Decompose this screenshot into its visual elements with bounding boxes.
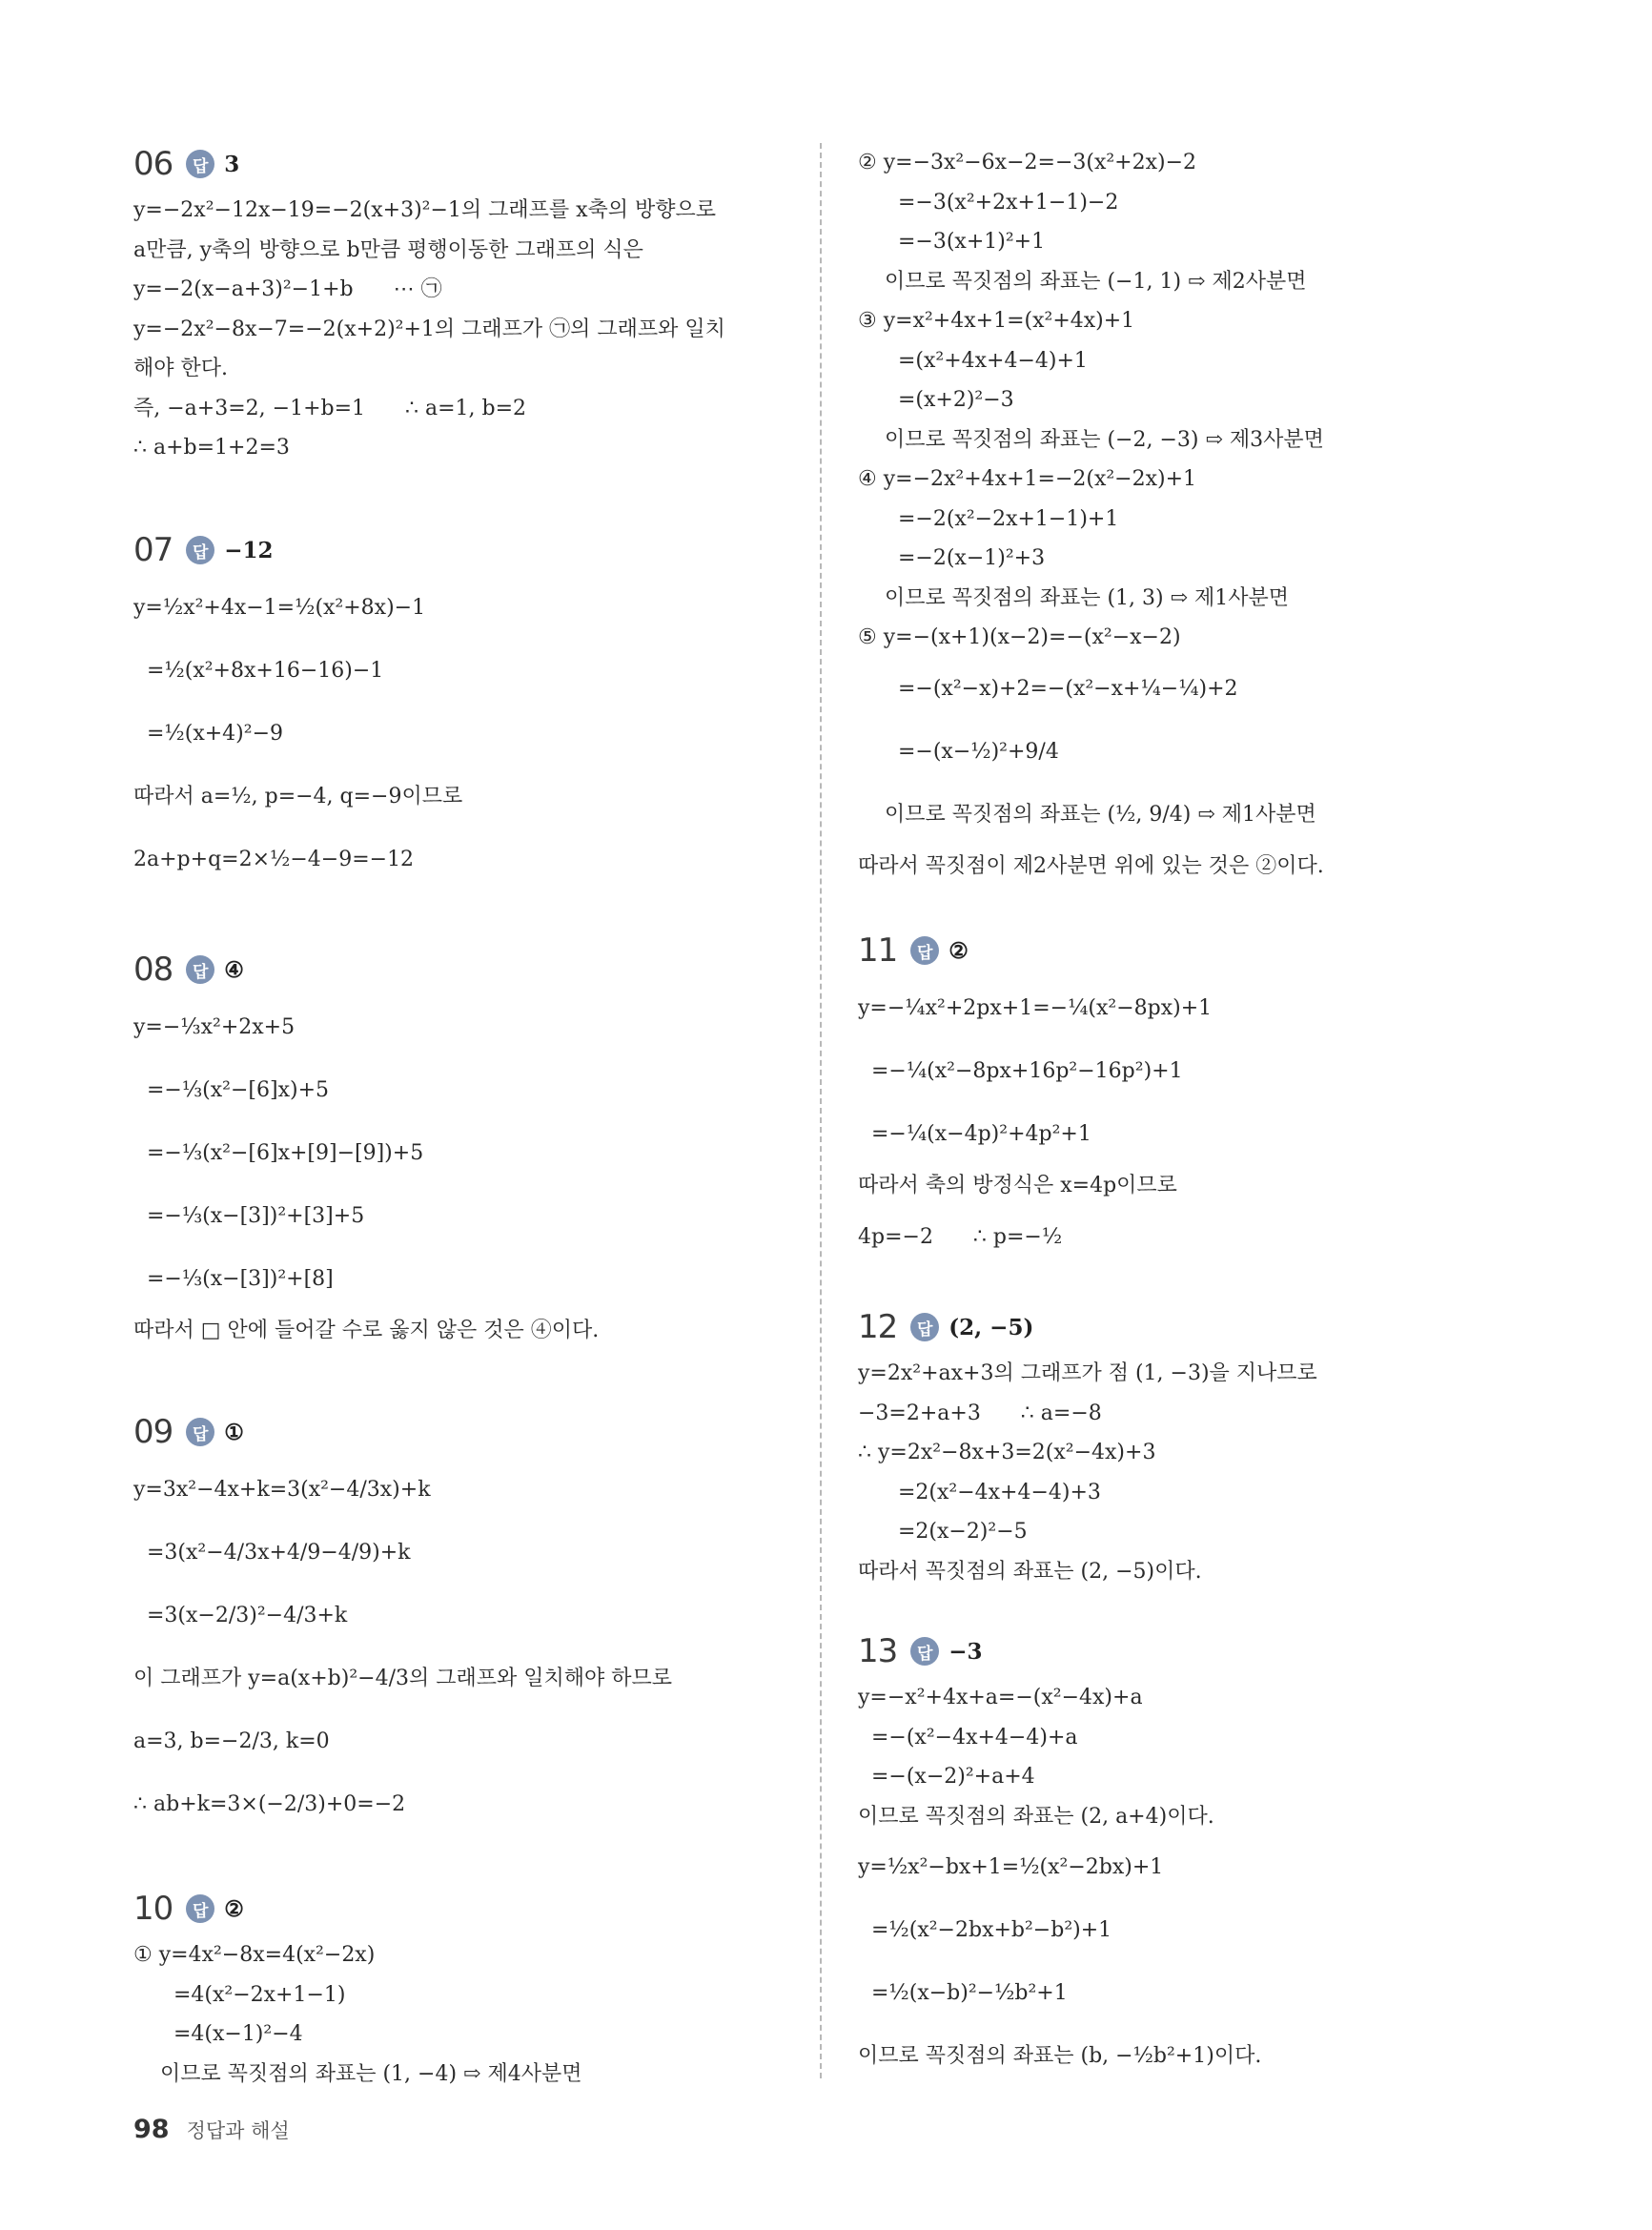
- answer-value: ①: [224, 1419, 244, 1445]
- answer-value: 3: [224, 151, 240, 177]
- solution-line: ③ y=x²+4x+1=(x²+4x)+1: [858, 309, 1135, 333]
- solution-line: −3=2+a+3 ∴ a=−8: [858, 1401, 1102, 1425]
- problem-header: [858, 930, 1525, 972]
- problem-10: [133, 1888, 791, 2094]
- solution-line: =½(x+4)²−9: [133, 722, 283, 746]
- problem-number: 08: [133, 951, 173, 989]
- problem-11: [858, 930, 1525, 1269]
- problem-header: [858, 1306, 1525, 1348]
- solution-line: 이 그래프가 y=a(x+b)²−4/3의 그래프와 일치해야 하므로: [133, 1667, 672, 1690]
- problem-header: [133, 1411, 791, 1453]
- solution-line: ④ y=−2x²+4x+1=−2(x²−2x)+1: [858, 467, 1197, 491]
- solution-line: ∴ ab+k=3×(−2/3)+0=−2: [133, 1792, 406, 1816]
- solution-line: =−(x−½)²+9/4: [858, 739, 1059, 764]
- solution-line: =½(x²−2bx+b²−b²)+1: [858, 1918, 1112, 1942]
- solution-line: =−¼(x²−8px+16p²−16p²)+1: [858, 1059, 1183, 1083]
- answer-value: −12: [224, 537, 274, 563]
- solution-line: =−⅓(x²−[6]x+[9]−[9])+5: [133, 1141, 424, 1165]
- problem-08: [133, 949, 791, 1351]
- solution-line: =(x²+4x+4−4)+1: [858, 348, 1088, 373]
- solution-line: =½(x−b)²−½b²+1: [858, 1981, 1068, 2005]
- answer-badge: 답: [186, 955, 214, 984]
- problem-number: 13: [858, 1632, 898, 1670]
- solution-line: 2a+p+q=2×½−4−9=−12: [133, 848, 415, 871]
- page-section-title: 정답과 해설: [186, 2119, 290, 2142]
- answer-badge: 답: [186, 1418, 214, 1446]
- solution-line: 이므로 꼭짓점의 좌표는 (−2, −3) ⇨ 제3사분면: [858, 427, 1324, 452]
- answer-badge: 답: [186, 536, 214, 564]
- page-footer: [133, 2115, 290, 2144]
- problem-12: [858, 1306, 1525, 1591]
- answer-badge: 답: [910, 936, 939, 965]
- problem-number: 12: [858, 1308, 898, 1346]
- solution-line: y=½x²−bx+1=½(x²−2bx)+1: [858, 1855, 1164, 1879]
- solution-line: 따라서 꼭짓점이 제2사분면 위에 있는 것은 ②이다.: [858, 853, 1324, 878]
- solution-line: 이므로 꼭짓점의 좌표는 (2, a+4)이다.: [858, 1804, 1214, 1829]
- answer-value: ④: [224, 956, 244, 983]
- solution-line: =−2(x−1)²+3: [858, 546, 1046, 570]
- solution-line: =−3(x+1)²+1: [858, 230, 1046, 254]
- solution-line: =½(x²+8x+16−16)−1: [133, 659, 384, 683]
- solution-line: ∴ y=2x²−8x+3=2(x²−4x)+3: [858, 1441, 1156, 1464]
- solution-line: =2(x²−4x+4−4)+3: [858, 1480, 1101, 1504]
- answer-value: ②: [224, 1895, 244, 1922]
- solution-line: =−(x²−x)+2=−(x²−x+¼−¼)+2: [858, 676, 1238, 701]
- solution-line: =3(x²−4/3x+4/9−4/9)+k: [133, 1541, 411, 1565]
- solution-line: y=−2x²−8x−7=−2(x+2)²+1의 그래프가 ㉠의 그래프와 일치: [133, 317, 725, 341]
- column-divider: [820, 143, 822, 2078]
- problem-09: [133, 1411, 791, 1836]
- answer-badge: 답: [186, 1894, 214, 1923]
- solution-line: =2(x−2)²−5: [858, 1520, 1028, 1544]
- page-number: 98: [133, 2115, 170, 2144]
- problem-number: 06: [133, 145, 173, 183]
- problem-10-continued: [858, 143, 1525, 886]
- solution-line: a=3, b=−2/3, k=0: [133, 1729, 330, 1753]
- problem-header: [133, 529, 791, 571]
- problem-06: [133, 143, 791, 468]
- answer-value: −3: [948, 1638, 983, 1665]
- answer-value: (2, −5): [948, 1314, 1034, 1340]
- solution-line: 4p=−2 ∴ p=−½: [858, 1224, 1063, 1249]
- solution-line: 따라서 꼭짓점의 좌표는 (2, −5)이다.: [858, 1559, 1202, 1584]
- solution-line: =(x+2)²−3: [858, 388, 1014, 412]
- solution-line: ① y=4x²−8x=4(x²−2x): [133, 1943, 376, 1967]
- solution-line: a만큼, y축의 방향으로 b만큼 평행이동한 그래프의 식은: [133, 237, 643, 262]
- answer-badge: 답: [910, 1637, 939, 1666]
- answer-badge: 답: [910, 1313, 939, 1341]
- solution-line: =3(x−2/3)²−4/3+k: [133, 1604, 348, 1627]
- solution-line: 이므로 꼭짓점의 좌표는 (b, −½b²+1)이다.: [858, 2044, 1262, 2068]
- problem-07: [133, 529, 791, 891]
- solution-line: ⑤ y=−(x+1)(x−2)=−(x²−x−2): [858, 625, 1181, 649]
- answer-value: ②: [948, 937, 969, 964]
- solution-line: =4(x²−2x+1−1): [133, 1982, 346, 2007]
- problem-number: 11: [858, 931, 898, 970]
- solution-line: =−¼(x−4p)²+4p²+1: [858, 1122, 1091, 1146]
- solution-line: 즉, −a+3=2, −1+b=1 ∴ a=1, b=2: [133, 396, 527, 420]
- solution-line: =−3(x²+2x+1−1)−2: [858, 190, 1119, 215]
- solution-line: y=−2x²−12x−19=−2(x+3)²−1의 그래프를 x축의 방향으로: [133, 198, 717, 222]
- solution-line: =−⅓(x²−[6]x)+5: [133, 1078, 330, 1102]
- problem-number: 09: [133, 1413, 173, 1451]
- problem-number: 07: [133, 531, 173, 569]
- problem-13: [858, 1630, 1525, 2088]
- problem-header: [133, 143, 791, 185]
- solution-line: 해야 한다.: [133, 357, 228, 380]
- solution-line: y=−x²+4x+a=−(x²−4x)+a: [858, 1686, 1143, 1709]
- solution-line: =4(x−1)²−4: [133, 2022, 303, 2046]
- solution-line: =−2(x²−2x+1−1)+1: [858, 506, 1119, 531]
- solution-line: =−(x−2)²+a+4: [858, 1765, 1035, 1789]
- solution-line: ② y=−3x²−6x−2=−3(x²+2x)−2: [858, 151, 1197, 174]
- solution-line: y=½x²+4x−1=½(x²+8x)−1: [133, 596, 426, 620]
- problem-header: [858, 1630, 1525, 1672]
- solution-line: 이므로 꼭짓점의 좌표는 (1, 3) ⇨ 제1사분면: [858, 585, 1290, 610]
- solution-line: =−⅓(x−[3])²+[3]+5: [133, 1204, 365, 1228]
- solution-line: y=−2(x−a+3)²−1+b ⋯ ㉠: [133, 277, 442, 301]
- solution-line: 이므로 꼭짓점의 좌표는 (1, −4) ⇨ 제4사분면: [133, 2061, 582, 2086]
- problem-header: [133, 1888, 791, 1930]
- solution-line: 이므로 꼭짓점의 좌표는 (−1, 1) ⇨ 제2사분면: [858, 269, 1307, 294]
- solution-line: 따라서 축의 방정식은 x=4p이므로: [858, 1174, 1177, 1197]
- solution-line: y=2x²+ax+3의 그래프가 점 (1, −3)을 지나므로: [858, 1361, 1317, 1385]
- solution-line: =−(x²−4x+4−4)+a: [858, 1725, 1078, 1749]
- problem-header: [133, 949, 791, 991]
- problem-number: 10: [133, 1890, 173, 1928]
- solution-line: ∴ a+b=1+2=3: [133, 436, 290, 460]
- solution-line: y=−¼x²+2px+1=−¼(x²−8px)+1: [858, 996, 1213, 1020]
- answer-badge: 답: [186, 150, 214, 178]
- solution-line: y=−⅓x²+2x+5: [133, 1015, 296, 1039]
- solution-line: y=3x²−4x+k=3(x²−4/3x)+k: [133, 1478, 431, 1502]
- solution-line: =−⅓(x−[3])²+[8]: [133, 1267, 334, 1291]
- solution-line: 따라서 □ 안에 들어갈 수로 옳지 않은 것은 ④이다.: [133, 1319, 600, 1342]
- solution-line: 따라서 a=½, p=−4, q=−9이므로: [133, 785, 463, 808]
- solution-line: 이므로 꼭짓점의 좌표는 (½, 9/4) ⇨ 제1사분면: [858, 802, 1316, 827]
